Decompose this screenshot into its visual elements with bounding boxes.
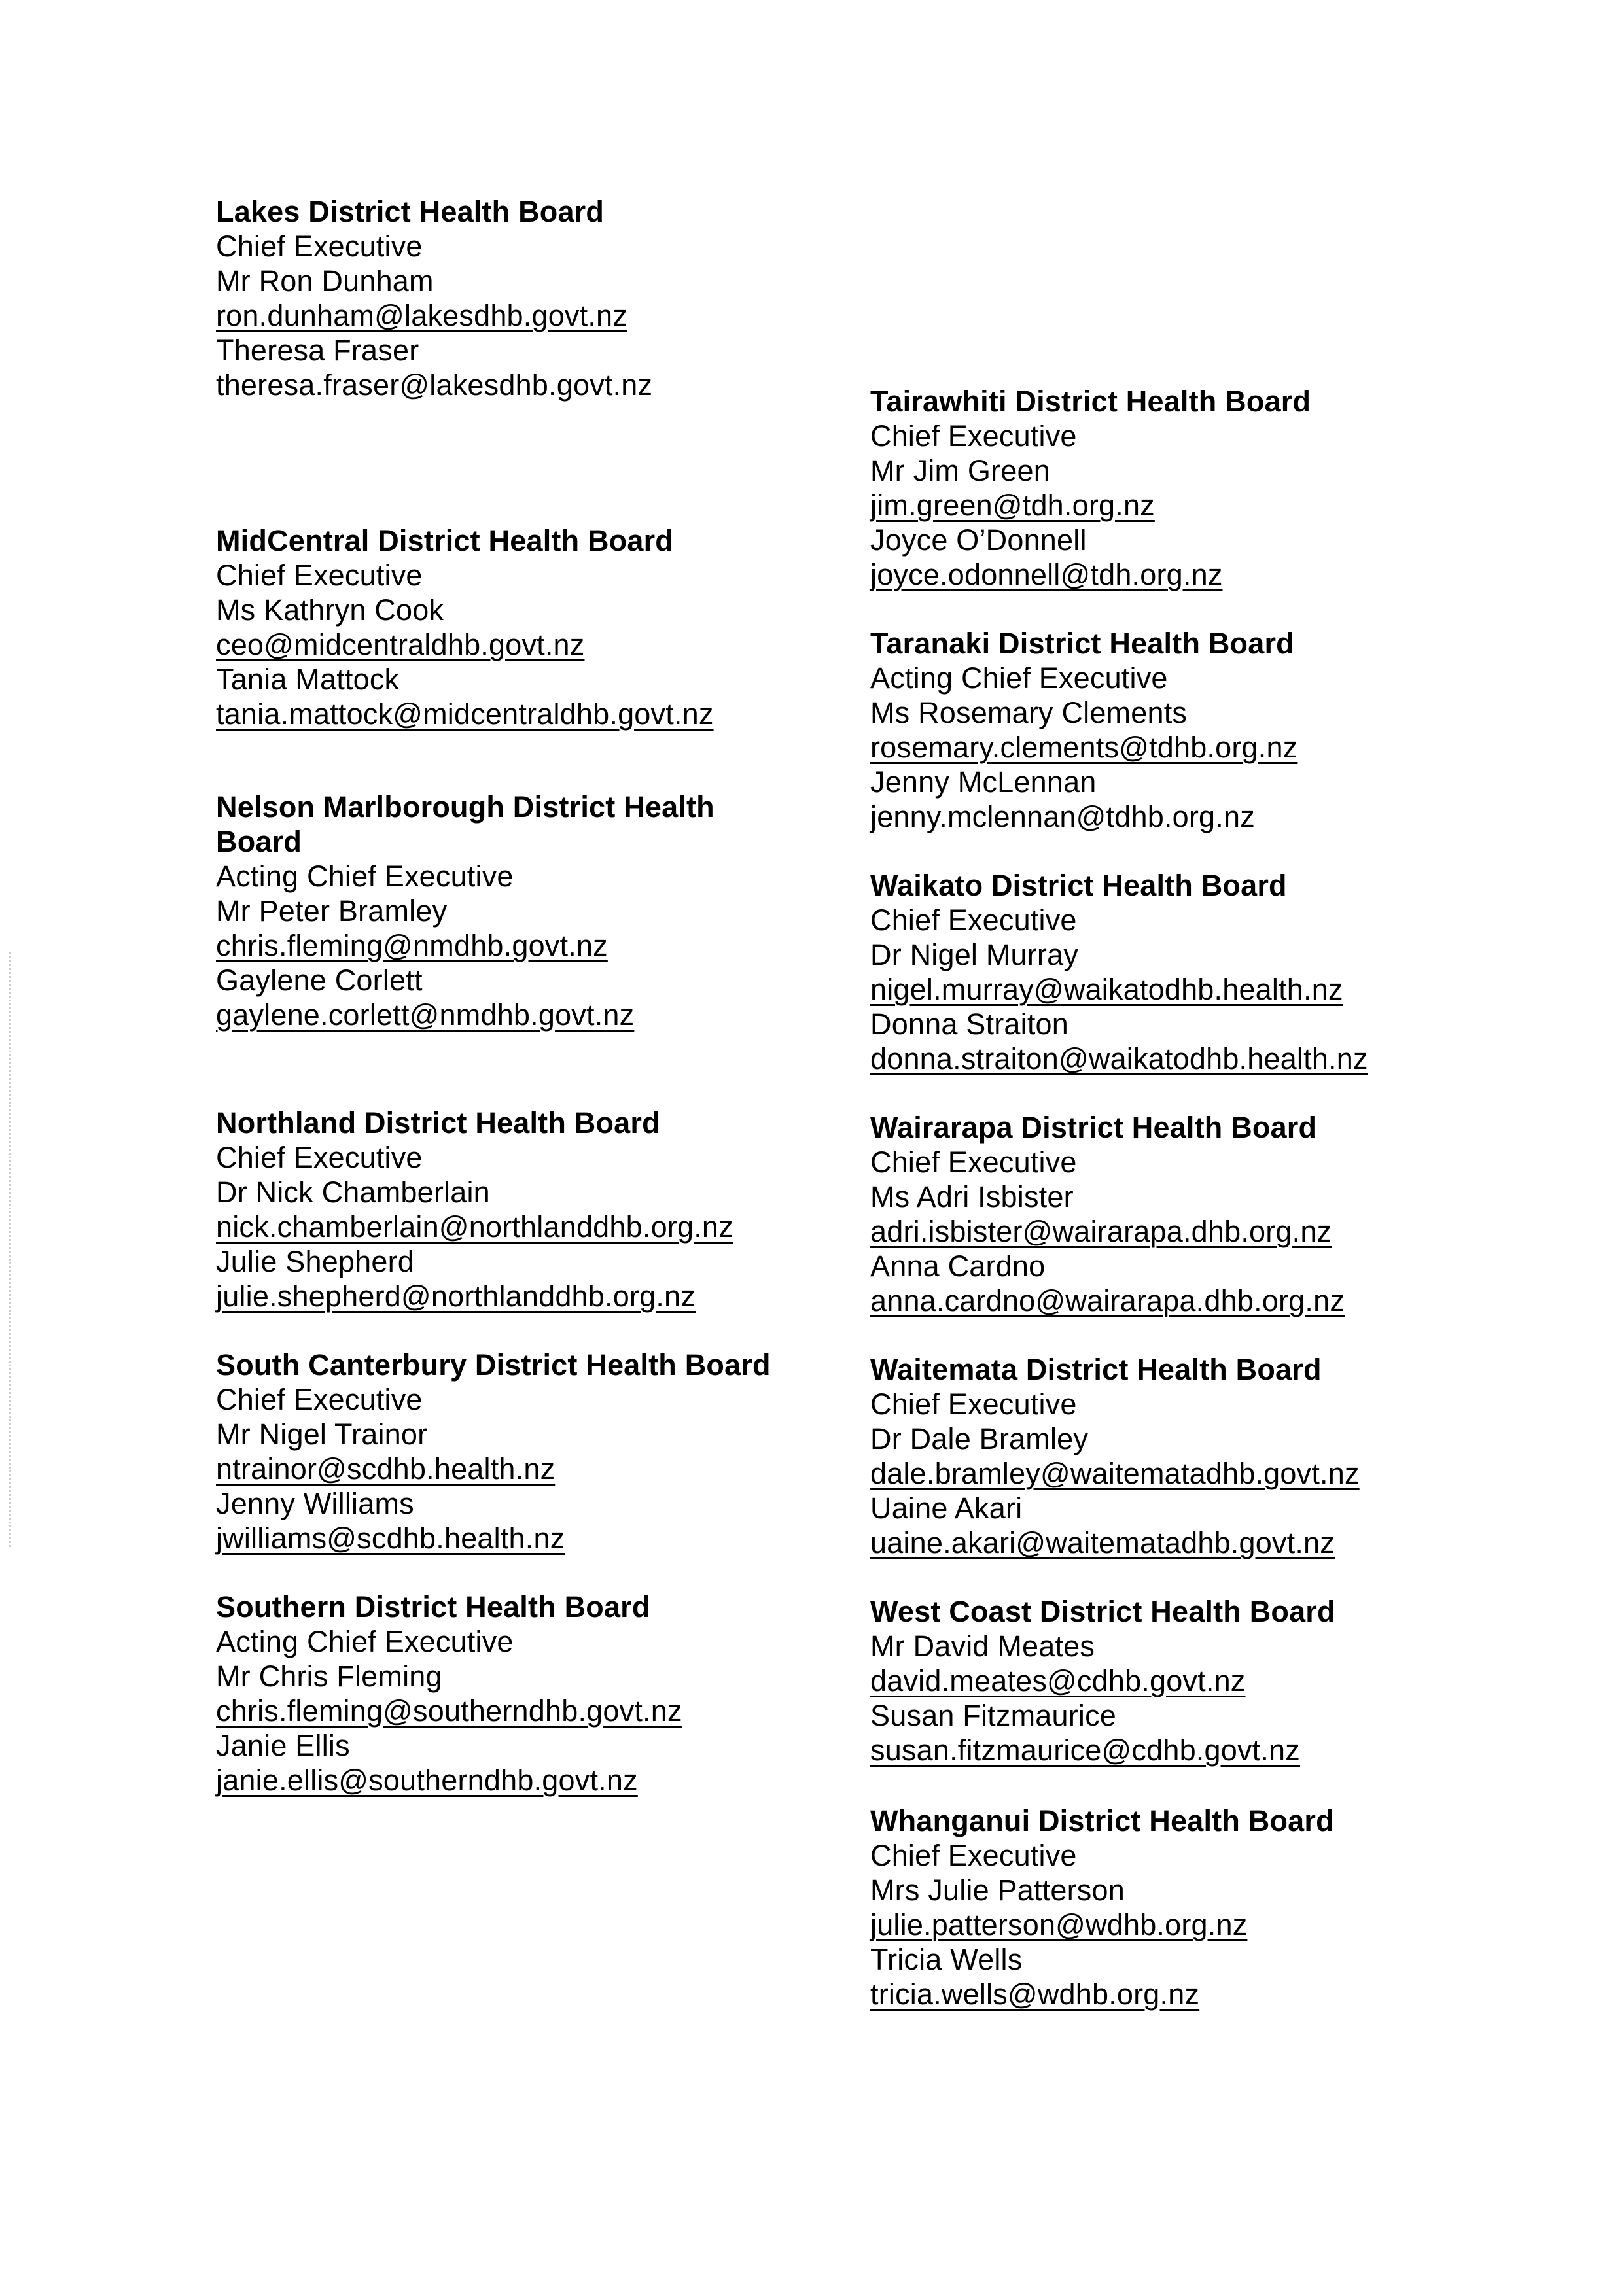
contact-person-name: Mr Jim Green	[870, 454, 1050, 487]
contact-column-left	[216, 194, 857, 1798]
contact-person-name: Mrs Julie Patterson	[870, 1873, 1125, 1907]
contact-person-name: Theresa Fraser	[216, 334, 419, 367]
role-label: Chief Executive	[216, 1141, 423, 1174]
email-link[interactable]: ron.dunham@lakesdhb.govt.nz	[216, 299, 627, 332]
role-label: Acting Chief Executive	[216, 1625, 514, 1658]
email-link[interactable]: julie.patterson@wdhb.org.nz	[870, 1908, 1248, 1941]
email-link[interactable]: ceo@midcentraldhb.govt.nz	[216, 628, 585, 661]
email-link[interactable]: dale.bramley@waitematadhb.govt.nz	[870, 1457, 1360, 1490]
role-label: Chief Executive	[216, 559, 423, 592]
role-label: Acting Chief Executive	[870, 661, 1168, 695]
contact-person-name: Anna Cardno	[870, 1249, 1046, 1283]
email-link[interactable]: joyce.odonnell@tdh.org.nz	[870, 558, 1223, 591]
email-link[interactable]: chris.fleming@nmdhb.govt.nz	[216, 929, 608, 962]
contact-person-name: Jenny Williams	[216, 1487, 414, 1520]
contact-person-name: Tania Mattock	[216, 663, 400, 696]
contact-person-name: Dr Nick Chamberlain	[216, 1175, 490, 1209]
email-link[interactable]: donna.straiton@waikatodhb.health.nz	[870, 1042, 1368, 1075]
role-label: Chief Executive	[870, 419, 1077, 453]
contact-person-name: Dr Nigel Murray	[870, 938, 1079, 971]
role-label: Chief Executive	[216, 1383, 423, 1416]
dhb-title: Waitemata District Health Board	[870, 1353, 1322, 1386]
email-link[interactable]: rosemary.clements@tdhb.org.nz	[870, 731, 1298, 764]
role-label: Chief Executive	[870, 1839, 1077, 1872]
email-link[interactable]: nigel.murray@waikatodhb.health.nz	[870, 973, 1343, 1006]
role-label: Chief Executive	[870, 1145, 1077, 1179]
email-link[interactable]: ntrainor@scdhb.health.nz	[216, 1452, 556, 1486]
email-link[interactable]: julie.shepherd@northlanddhb.org.nz	[216, 1279, 696, 1313]
email-text: theresa.fraser@lakesdhb.govt.nz	[216, 368, 653, 402]
dhb-contact-block	[870, 1803, 1577, 2011]
scan-noise-line	[9, 952, 11, 1547]
email-link[interactable]: tricia.wells@wdhb.org.nz	[870, 1977, 1200, 2011]
contact-person-name: Gaylene Corlett	[216, 964, 423, 997]
dhb-contact-block	[216, 523, 857, 731]
email-link[interactable]: jwilliams@scdhb.health.nz	[216, 1522, 565, 1555]
contact-person-name: Mr Ron Dunham	[216, 264, 434, 298]
dhb-contact-block	[870, 1110, 1577, 1318]
email-link[interactable]: uaine.akari@waitematadhb.govt.nz	[870, 1526, 1335, 1559]
email-text: jenny.mclennan@tdhb.org.nz	[870, 800, 1255, 833]
role-label: Chief Executive	[870, 903, 1077, 937]
contact-person-name: Susan Fitzmaurice	[870, 1699, 1117, 1732]
contact-person-name: Donna Straiton	[870, 1007, 1068, 1041]
role-label: Acting Chief Executive	[216, 860, 514, 893]
email-link[interactable]: adri.isbister@wairarapa.dhb.org.nz	[870, 1215, 1332, 1248]
email-link[interactable]: chris.fleming@southerndhb.govt.nz	[216, 1694, 682, 1728]
email-link[interactable]: nick.chamberlain@northlanddhb.org.nz	[216, 1210, 733, 1244]
contact-person-name: Ms Adri Isbister	[870, 1180, 1074, 1213]
dhb-title: West Coast District Health Board	[870, 1595, 1335, 1628]
dhb-title: South Canterbury District Health Board	[216, 1348, 771, 1382]
contact-person-name: Joyce O’Donnell	[870, 523, 1087, 557]
dhb-contact-block	[216, 194, 857, 402]
email-link[interactable]: gaylene.corlett@nmdhb.govt.nz	[216, 998, 635, 1032]
email-link[interactable]: david.meates@cdhb.govt.nz	[870, 1664, 1246, 1697]
contact-person-name: Tricia Wells	[870, 1943, 1023, 1976]
contact-person-name: Dr Dale Bramley	[870, 1422, 1089, 1455]
contact-column-right	[870, 384, 1577, 2011]
role-label: Chief Executive	[870, 1387, 1077, 1421]
contact-person-name: Mr Chris Fleming	[216, 1660, 442, 1693]
dhb-contact-block	[216, 1105, 857, 1313]
dhb-title: Waikato District Health Board	[870, 869, 1287, 902]
dhb-title: Lakes District Health Board	[216, 195, 605, 228]
email-link[interactable]: anna.cardno@wairarapa.dhb.org.nz	[870, 1284, 1345, 1317]
dhb-title: Northland District Health Board	[216, 1106, 660, 1139]
dhb-contact-block	[870, 1352, 1577, 1560]
contact-person-name: Jenny McLennan	[870, 765, 1097, 799]
dhb-title: Whanganui District Health Board	[870, 1804, 1334, 1837]
role-label: Chief Executive	[216, 230, 423, 263]
dhb-title: Wairarapa District Health Board	[870, 1111, 1317, 1144]
dhb-contact-block	[870, 626, 1577, 834]
dhb-contact-block	[216, 790, 857, 1032]
dhb-contact-block	[870, 384, 1577, 592]
contact-person-name: Mr David Meates	[870, 1629, 1095, 1663]
contact-person-name: Ms Kathryn Cook	[216, 593, 444, 627]
dhb-title: Tairawhiti District Health Board	[870, 385, 1311, 418]
email-link[interactable]: tania.mattock@midcentraldhb.govt.nz	[216, 697, 714, 731]
contact-person-name: Ms Rosemary Clements	[870, 696, 1188, 729]
email-link[interactable]: jim.green@tdh.org.nz	[870, 489, 1155, 522]
contact-person-name: Janie Ellis	[216, 1729, 350, 1762]
email-link[interactable]: susan.fitzmaurice@cdhb.govt.nz	[870, 1733, 1300, 1767]
contact-person-name: Julie Shepherd	[216, 1245, 415, 1278]
dhb-title: Nelson Marlborough District Health	[216, 790, 715, 824]
contact-person-name: Mr Nigel Trainor	[216, 1418, 428, 1451]
dhb-title: Taranaki District Health Board	[870, 627, 1294, 660]
contact-person-name: Mr Peter Bramley	[216, 894, 448, 928]
dhb-contact-block	[870, 1594, 1577, 1767]
dhb-title: MidCentral District Health Board	[216, 524, 673, 557]
dhb-contact-block	[216, 1348, 857, 1556]
dhb-title: Board	[216, 825, 302, 858]
dhb-title: Southern District Health Board	[216, 1590, 650, 1624]
contact-person-name: Uaine Akari	[870, 1491, 1023, 1525]
dhb-contact-block	[870, 868, 1577, 1076]
email-link[interactable]: janie.ellis@southerndhb.govt.nz	[216, 1764, 638, 1797]
dhb-contact-block	[216, 1590, 857, 1798]
